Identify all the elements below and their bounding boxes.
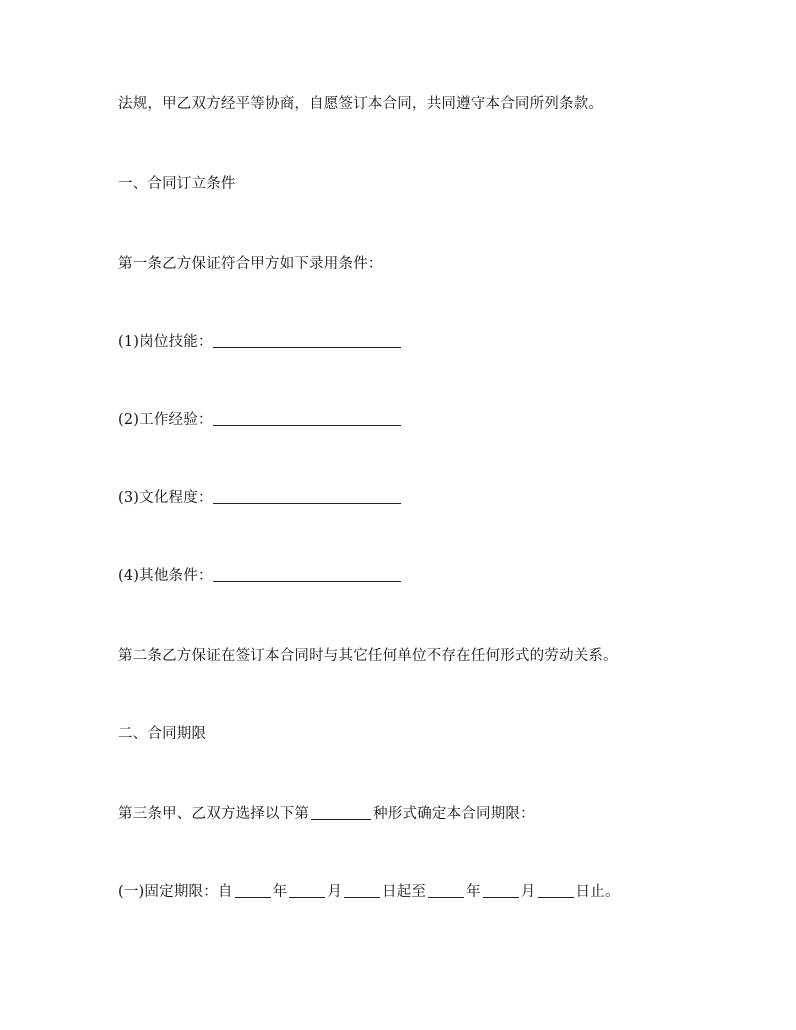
condition-item bbox=[118, 488, 401, 508]
condition-label: (3)文化程度： bbox=[118, 490, 213, 506]
fill-in-blank[interactable] bbox=[213, 567, 401, 582]
condition-item bbox=[118, 566, 401, 586]
fill-in-blank[interactable] bbox=[213, 489, 401, 504]
fill-in-blank[interactable] bbox=[213, 411, 401, 426]
fixed-term-line bbox=[118, 882, 620, 902]
form-number-blank[interactable] bbox=[311, 805, 371, 820]
start-year-blank[interactable] bbox=[235, 883, 271, 898]
month-label: 月 bbox=[327, 884, 343, 900]
article-3-after: 种形式确定本合同期限： bbox=[373, 806, 535, 822]
end-month-blank[interactable] bbox=[483, 883, 519, 898]
end-year-blank[interactable] bbox=[428, 883, 464, 898]
condition-label: (1)岗位技能： bbox=[118, 334, 213, 350]
condition-label: (2)工作经验： bbox=[118, 412, 213, 428]
day-from-label: 日起至 bbox=[382, 884, 427, 900]
start-month-blank[interactable] bbox=[289, 883, 325, 898]
year-label: 年 bbox=[272, 884, 288, 900]
fixed-term-prefix: (一)固定期限：自 bbox=[118, 884, 233, 900]
condition-item bbox=[118, 332, 401, 352]
article-3 bbox=[118, 804, 535, 824]
start-day-blank[interactable] bbox=[344, 883, 380, 898]
fill-in-blank[interactable] bbox=[213, 333, 401, 348]
end-day-blank[interactable] bbox=[538, 883, 574, 898]
section-heading-term: 二、合同期限 bbox=[118, 726, 207, 742]
article-2: 第二条乙方保证在签订本合同时与其它任何单位不存在任何形式的劳动关系。 bbox=[118, 648, 618, 664]
month-label: 月 bbox=[520, 884, 536, 900]
condition-label: (4)其他条件： bbox=[118, 568, 213, 584]
article-1: 第一条乙方保证符合甲方如下录用条件： bbox=[118, 256, 383, 272]
condition-item bbox=[118, 410, 401, 430]
section-heading-conditions: 一、合同订立条件 bbox=[118, 176, 236, 192]
day-to-label: 日止。 bbox=[575, 884, 620, 900]
intro-paragraph: 法规，甲乙双方经平等协商，自愿签订本合同，共同遵守本合同所列条款。 bbox=[118, 96, 604, 112]
year-label: 年 bbox=[466, 884, 481, 900]
article-3-before: 第三条甲、乙双方选择以下第 bbox=[118, 806, 310, 822]
